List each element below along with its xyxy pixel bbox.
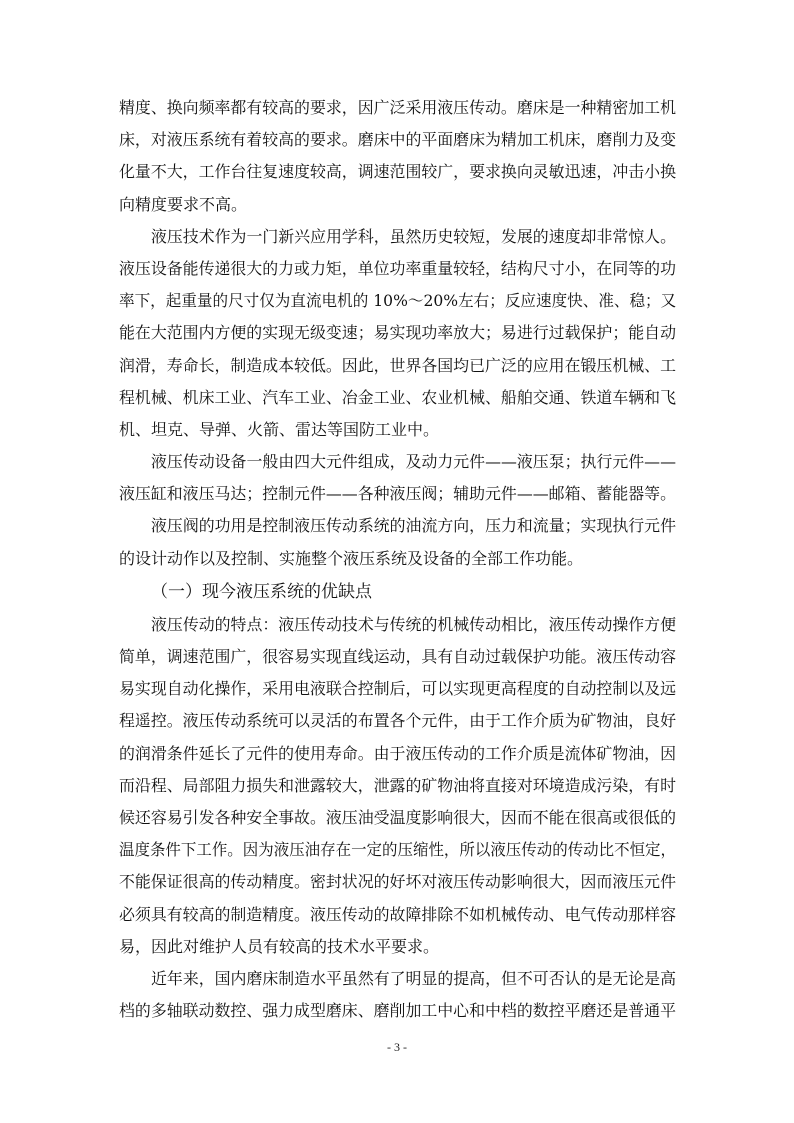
text-line [119,673,676,705]
text-content: 液压技术作为一门新兴应用学科，虽然历史较短，发展的速度却非常惊人。 [151,226,677,246]
text-content: 床，对液压系统有着较高的要求。磨床中的平面磨床为精加工机床，磨削力及变 [119,130,676,150]
text-line [119,543,676,575]
text-line [119,446,676,478]
text-line [119,705,676,737]
text-content: 机、坦克、导弹、火箭、雷达等国防工业中。 [119,419,440,439]
text-line [119,478,676,510]
text-line [119,124,676,156]
text-line [119,738,676,770]
text-line [119,899,676,931]
text-content: 液压阀的功用是控制液压传动系统的油流方向，压力和流量；实现执行元件 [151,516,677,536]
text-line [119,866,676,898]
page-number: - 3 - [387,1040,407,1054]
text-content: 程遥控。液压传动系统可以灵活的布置各个元件，由于工作介质为矿物油，良好 [119,711,676,731]
text-content: 向精度要求不高。 [119,194,248,214]
text-content: 简单，调速范围广，很容易实现直线运动，具有自动过载保护功能。液压传动容 [119,647,676,666]
text-content: 易，因此对维护人员有较高的技术水平要求。 [119,936,440,956]
text-content: 化量不大，工作台往复速度较高，调速范围较广，要求换向灵敏迅速，冲击小换 [119,162,676,182]
text-line [119,834,676,866]
text-line [119,641,676,673]
text-content: 候还容易引发各种安全事故。液压油受温度影响很大，因而不能在很高或很低的 [119,807,676,827]
text-content: 液压缸和液压马达；控制元件——各种液压阀；辅助元件——邮箱、蓄能器等。 [119,484,676,504]
text-content: 能在大范围内方便的实现无级变速；易实现功率放大；易进行过载保护；能自动 [119,323,676,343]
document-body [119,92,676,1027]
text-line [119,92,676,124]
text-line [119,995,676,1027]
text-line [119,802,676,834]
text-line [119,382,676,414]
text-content: 易实现自动化操作，采用电液联合控制后，可以实现更高程度的自动控制以及远 [119,679,676,699]
text-content: 不能保证很高的传动精度。密封状况的好坏对液压传动影响很大，因而液压元件 [119,872,676,892]
text-content: 液压设备能传递很大的力或力矩，单位功率重量较轻，结构尺寸小，在同等的功 [119,258,676,278]
text-content: 液压传动的特点：液压传动技术与传统的机械传动相比，液压传动操作方便 [151,614,677,634]
text-content: 润滑，寿命长，制造成本较低。因此，世界各国均已广泛的应用在锻压机械、工 [119,355,676,375]
text-line [119,285,676,317]
text-line [119,189,676,221]
text-content: 率下，起重量的尺寸仅为直流电机的 10%～20%左右；反应速度快、准、稳；又 [119,291,677,311]
text-content: 程机械、机床工业、汽车工业、冶金工业、农业机械、船舶交通、铁道车辆和飞 [119,387,676,407]
text-line [119,931,676,963]
text-content: 近年来，国内磨床制造水平虽然有了明显的提高，但不可否认的是无论是高 [151,968,677,988]
text-line [119,221,676,253]
text-line [119,253,676,285]
text-line [119,609,676,641]
text-content: 液压传动设备一般由四大元件组成，及动力元件——液压泵；执行元件—— [151,452,677,472]
text-content: 必须具有较高的制造精度。液压传动的故障排除不如机械传动、电气传动那样容 [119,904,676,924]
text-line [119,156,676,188]
text-content: 的润滑条件延长了元件的使用寿命。由于液压传动的工作介质是流体矿物油，因 [119,743,676,763]
text-line [119,414,676,446]
text-line [119,770,676,802]
section-heading: （一）现今液压系统的优缺点 [151,581,372,602]
text-line [119,510,676,542]
text-content: 精度、换向频率都有较高的要求，因广泛采用液压传动。磨床是一种精密加工机 [119,98,676,117]
text-line [119,317,676,349]
text-content: 档的多轴联动数控、强力成型磨床、磨削加工中心和中档的数控平磨还是普通平 [119,1001,676,1021]
text-content: 的设计动作以及控制、实施整个液压系统及设备的全部工作功能。 [119,548,584,568]
text-line [119,350,676,382]
text-content: 而沿程、局部阻力损失和泄露较大，泄露的矿物油将直接对环境造成污染，有时 [119,775,676,795]
text-content: 温度条件下工作。因为液压油存在一定的压缩性，所以液压传动的传动比不恒定， [119,840,677,860]
text-line [119,963,676,995]
